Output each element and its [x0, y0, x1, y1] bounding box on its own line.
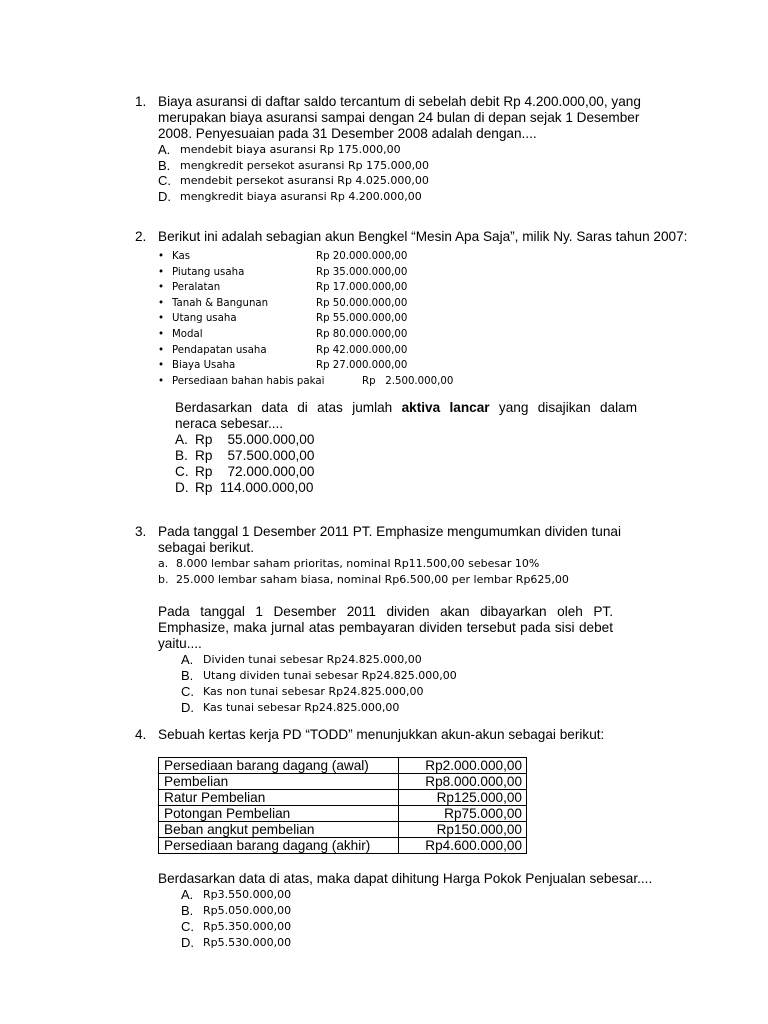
option-text: Rp5.530.000,00 [203, 936, 292, 949]
question-2 [135, 229, 695, 496]
account-value: Rp 50.000.000,00 [316, 297, 408, 309]
list-item: • Persediaan bahan habis pakai Rp 2.500.000,00 [158, 374, 695, 390]
account-list [158, 249, 695, 389]
table-cell-amount: Rp4.600.000,00 [399, 838, 527, 854]
table-row [159, 838, 527, 854]
table-row [159, 774, 527, 790]
option-letter: A. [158, 142, 171, 157]
account-value: Rp 27.000.000,00 [316, 360, 408, 372]
list-item: • Biaya Usaha Rp 27.000.000,00 [158, 358, 695, 374]
answer-option-c [181, 684, 635, 700]
account-value: Rp 55.000.000,00 [316, 313, 408, 325]
answer-option-b [158, 158, 655, 174]
list-item: • Tanah & Bangunan Rp 50.000.000,00 [158, 296, 695, 312]
table-cell-amount: Rp125.000,00 [399, 790, 527, 806]
option-text: Rp 57.500.000,00 [195, 448, 315, 464]
question-text [158, 524, 635, 556]
item-letter: a. [158, 557, 169, 570]
option-text: Utang dividen tunai sebesar Rp24.825.000,00 [203, 669, 457, 682]
account-name: Utang usaha [172, 313, 237, 325]
option-text: mendebit persekot asuransi Rp 4.025.000,00 [180, 174, 429, 187]
account-value: Rp 20.000.000,00 [316, 251, 408, 262]
question-line: sebagai berikut. [158, 540, 254, 555]
answer-option-d [181, 700, 635, 716]
question-4 [135, 727, 665, 951]
list-item: • Kas Rp 20.000.000,00 [158, 249, 695, 265]
question-text [158, 94, 655, 142]
list-item: • Peralatan Rp 17.000.000,00 [158, 280, 695, 296]
table-row [159, 758, 527, 774]
table-cell-account: Persediaan barang dagang (akhir) [159, 838, 399, 854]
table-cell-amount: Rp75.000,00 [399, 806, 527, 822]
sub-text: Berdasarkan data di atas jumlah [175, 400, 393, 416]
option-text: mengkredit biaya asuransi Rp 4.200.000,00 [180, 189, 422, 203]
option-text: Kas non tunai sebesar Rp24.825.000,00 [203, 685, 424, 698]
table-cell-account: Beban angkut pembelian [159, 822, 399, 838]
option-letter: B. [175, 448, 188, 464]
account-name: Kas [172, 251, 191, 262]
account-name: Pendapatan usaha [172, 344, 267, 356]
option-letter: C. [181, 684, 194, 699]
answer-option-b [181, 903, 665, 919]
option-text: Rp 72.000.000,00 [195, 464, 315, 480]
account-value: Rp 42.000.000,00 [316, 344, 408, 356]
account-name: Biaya Usaha [172, 360, 236, 372]
answer-option-d [181, 935, 665, 951]
option-text: Rp5.050.000,00 [203, 904, 292, 917]
account-name: Tanah & Bangunan [172, 297, 269, 309]
option-letter: D. [181, 935, 194, 950]
option-text: mendebit biaya asuransi Rp 175.000,00 [180, 143, 401, 156]
list-item: • Piutang usaha Rp 35.000.000,00 [158, 265, 695, 281]
option-letter: A. [181, 652, 194, 667]
table-cell-amount: Rp2.000.000,00 [399, 758, 527, 774]
answer-option-b [175, 448, 637, 464]
question-text: Berikut ini adalah sebagian akun Bengkel “Mesin Apa Saja”, milik Ny. Saras tahun 2007: [158, 229, 688, 244]
question-number: 2. [135, 229, 147, 244]
answer-option-c [175, 464, 637, 480]
table-cell-account: Ratur Pembelian [159, 790, 399, 806]
sub-question-line [175, 400, 637, 416]
answer-option-a [181, 887, 665, 903]
option-letter: D. [181, 700, 194, 715]
question-followup: Berdasarkan data di atas, maka dapat dihitung Harga Pokok Penjualan sebesar.... [158, 871, 653, 886]
option-text: Rp 55.000.000,00 [195, 432, 315, 448]
option-letter: C. [175, 464, 189, 480]
option-letter: D. [158, 188, 171, 204]
list-item: • Pendapatan usaha Rp 42.000.000,00 [158, 343, 695, 359]
paragraph-line: Emphasize, maka jurnal atas pembayaran dividen tersebut pada sisi debet [158, 620, 613, 635]
option-text: mengkredit persekot asuransi Rp 175.000,00 [180, 158, 430, 172]
sub-question [175, 400, 637, 496]
answer-option-a [158, 142, 655, 158]
table-cell-account: Persediaan barang dagang (awal) [159, 758, 399, 774]
option-text: Rp 114.000.000,00 [195, 480, 314, 496]
account-name: Piutang usaha [172, 266, 245, 278]
option-letter: A. [181, 887, 194, 902]
question-line: 2008. Penyesuaian pada 31 Desember 2008 adalah dengan.... [158, 126, 537, 141]
question-1 [135, 94, 655, 204]
table-cell-amount: Rp150.000,00 [399, 822, 527, 838]
question-paragraph [158, 604, 613, 652]
answer-options [181, 652, 635, 716]
option-text: Dividen tunai sebesar Rp24.825.000,00 [203, 653, 422, 666]
table-cell-account: Pembelian [159, 774, 399, 790]
answer-option-d [158, 189, 655, 205]
answer-option-c [158, 173, 655, 189]
sub-question-line: neraca sebesar.... [175, 416, 284, 432]
worksheet-table [158, 757, 527, 854]
option-letter: B. [181, 668, 194, 683]
account-name: Modal [172, 328, 203, 340]
table-row [159, 822, 527, 838]
item-text: 25.000 lembar saham biasa, nominal Rp6.500,00 per lembar Rp625,00 [176, 573, 569, 586]
table-cell-amount: Rp8.000.000,00 [399, 774, 527, 790]
sub-text: yang disajikan dalam [498, 400, 638, 416]
answer-option-a [181, 652, 635, 668]
list-item: • Modal Rp 80.000.000,00 [158, 327, 695, 343]
item-text: 8.000 lembar saham prioritas, nominal Rp11.500,00 sebesar 10% [176, 557, 540, 570]
option-letter: A. [175, 432, 188, 448]
answer-option-d [175, 480, 637, 496]
answer-option-c [181, 919, 665, 935]
paragraph-line: Pada tanggal 1 Desember 2011 dividen akan dibayarkan oleh PT. [158, 604, 613, 619]
option-text: Rp3.550.000,00 [203, 888, 292, 901]
account-name: Peralatan [172, 282, 221, 294]
emphasis-text: aktiva lancar [401, 400, 490, 416]
question-line: Pada tanggal 1 Desember 2011 PT. Emphasize mengumumkan dividen tunai [158, 524, 621, 539]
question-text: Sebuah kertas kerja PD “TODD” menunjukkan akun-akun sebagai berikut: [158, 727, 605, 742]
question-number: 1. [135, 94, 147, 109]
account-value: Rp 35.000.000,00 [316, 266, 408, 278]
option-letter: B. [158, 157, 171, 173]
question-number: 4. [135, 727, 147, 742]
account-value: Rp 2.500.000,00 [362, 375, 454, 387]
dividend-items [158, 556, 635, 588]
table-row [159, 790, 527, 806]
option-letter: C. [158, 173, 171, 188]
question-line: merupakan biaya asuransi sampai dengan 24 bulan di depan sejak 1 Desember [158, 110, 640, 125]
question-number: 3. [135, 524, 147, 539]
answer-option-a [175, 432, 637, 448]
option-letter: D. [175, 480, 189, 496]
answer-option-b [181, 668, 635, 684]
option-letter: C. [181, 919, 194, 934]
question-3 [135, 524, 635, 716]
list-item [158, 572, 635, 588]
list-item [158, 556, 635, 572]
option-text: Rp5.350.000,00 [203, 920, 292, 933]
list-item: • Utang usaha Rp 55.000.000,00 [158, 311, 695, 327]
table-cell-account: Potongan Pembelian [159, 806, 399, 822]
account-value: Rp 17.000.000,00 [316, 282, 408, 294]
paragraph-line: yaitu.... [158, 636, 202, 651]
item-letter: b. [158, 573, 169, 586]
option-text: Kas tunai sebesar Rp24.825.000,00 [203, 701, 400, 714]
answer-options [181, 887, 665, 951]
account-name: Persediaan bahan habis pakai [172, 375, 325, 387]
account-value: Rp 80.000.000,00 [316, 328, 408, 340]
option-letter: B. [181, 903, 194, 918]
table-row [159, 806, 527, 822]
question-line: Biaya asuransi di daftar saldo tercantum di sebelah debit Rp 4.200.000,00, yang [158, 94, 641, 109]
answer-options [158, 142, 655, 204]
